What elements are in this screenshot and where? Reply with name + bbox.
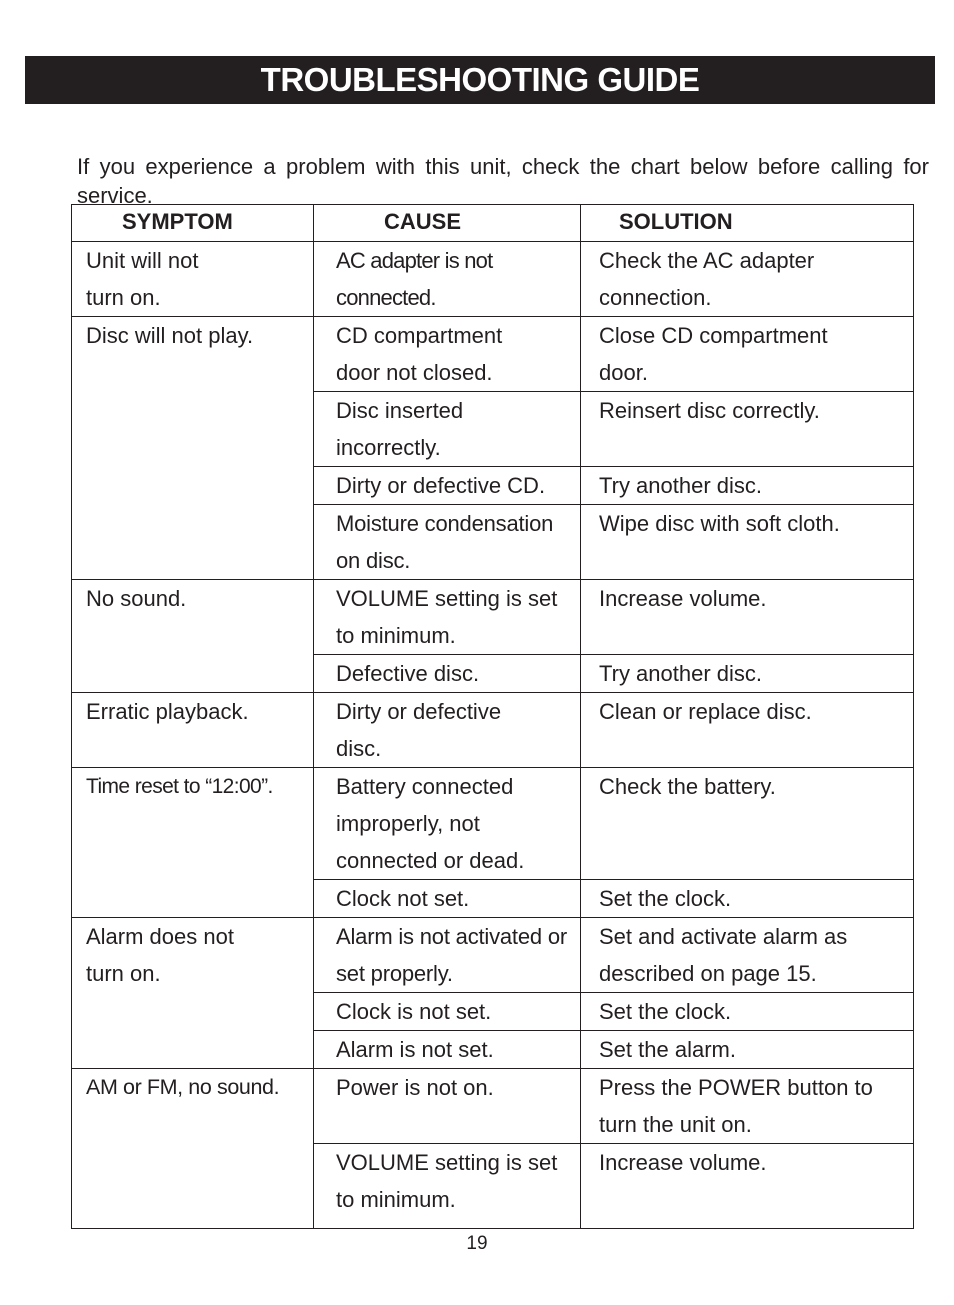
solution-cell: Reinsert disc correctly.	[581, 392, 914, 467]
solution-cell: Clean or replace disc.	[581, 693, 914, 768]
header-symptom: SYMPTOM	[72, 205, 314, 242]
page-title: TROUBLESHOOTING GUIDE	[260, 61, 700, 98]
cause-cell: Defective disc.	[314, 655, 581, 693]
symptom-cell: AM or FM, no sound.	[72, 1069, 314, 1229]
cause-cell: Clock not set.	[314, 880, 581, 918]
solution-cell: Set and activate alarm as described on page 15.	[581, 918, 914, 993]
symptom-cell: Erratic playback.	[72, 693, 314, 768]
cause-cell: Power is not on.	[314, 1069, 581, 1144]
cause-cell: Moisture condensation on disc.	[314, 505, 581, 580]
table-header-row	[72, 205, 914, 242]
cause-cell: Dirty or defective disc.	[314, 693, 581, 768]
cause-cell: Disc inserted incorrectly.	[314, 392, 581, 467]
solution-cell: Check the battery.	[581, 768, 914, 880]
troubleshooting-table	[71, 204, 914, 1229]
solution-cell: Increase volume.	[581, 580, 914, 655]
table-row	[72, 918, 914, 993]
solution-cell: Check the AC adapter connection.	[581, 242, 914, 317]
symptom-cell: No sound.	[72, 580, 314, 693]
symptom-cell: Time reset to “12:00”.	[72, 768, 314, 918]
symptom-cell: Unit will not turn on.	[72, 242, 314, 317]
cause-cell: Clock is not set.	[314, 993, 581, 1031]
table-row	[72, 580, 914, 655]
symptom-cell: Alarm does not turn on.	[72, 918, 314, 1069]
cause-cell: CD compartment door not closed.	[314, 317, 581, 392]
header-solution: SOLUTION	[581, 205, 914, 242]
solution-cell: Press the POWER button to turn the unit on.	[581, 1069, 914, 1144]
solution-cell: Set the alarm.	[581, 1031, 914, 1069]
table-row	[72, 1069, 914, 1144]
table-row	[72, 768, 914, 880]
cause-cell: Alarm is not set.	[314, 1031, 581, 1069]
solution-cell: Try another disc.	[581, 655, 914, 693]
table-row	[72, 242, 914, 317]
solution-cell: Wipe disc with soft cloth.	[581, 505, 914, 580]
table-row	[72, 693, 914, 768]
cause-cell: AC adapter is not connected.	[314, 242, 581, 317]
solution-cell: Set the clock.	[581, 993, 914, 1031]
solution-cell: Close CD compartment door.	[581, 317, 914, 392]
intro-text: If you experience a problem with this unit, check the chart below before calling for service.	[77, 154, 929, 208]
solution-cell: Increase volume.	[581, 1144, 914, 1229]
title-bar	[25, 56, 935, 104]
cause-cell: VOLUME setting is set to minimum.	[314, 580, 581, 655]
cause-cell: Battery connected improperly, not connected or dead.	[314, 768, 581, 880]
solution-cell: Try another disc.	[581, 467, 914, 505]
cause-cell: VOLUME setting is set to minimum.	[314, 1144, 581, 1229]
cause-cell: Alarm is not activated or set properly.	[314, 918, 581, 993]
cause-cell: Dirty or defective CD.	[314, 467, 581, 505]
solution-cell: Set the clock.	[581, 880, 914, 918]
symptom-cell: Disc will not play.	[72, 317, 314, 580]
table-row	[72, 317, 914, 392]
page-number: 19	[466, 1233, 488, 1254]
header-cause: CAUSE	[314, 205, 581, 242]
